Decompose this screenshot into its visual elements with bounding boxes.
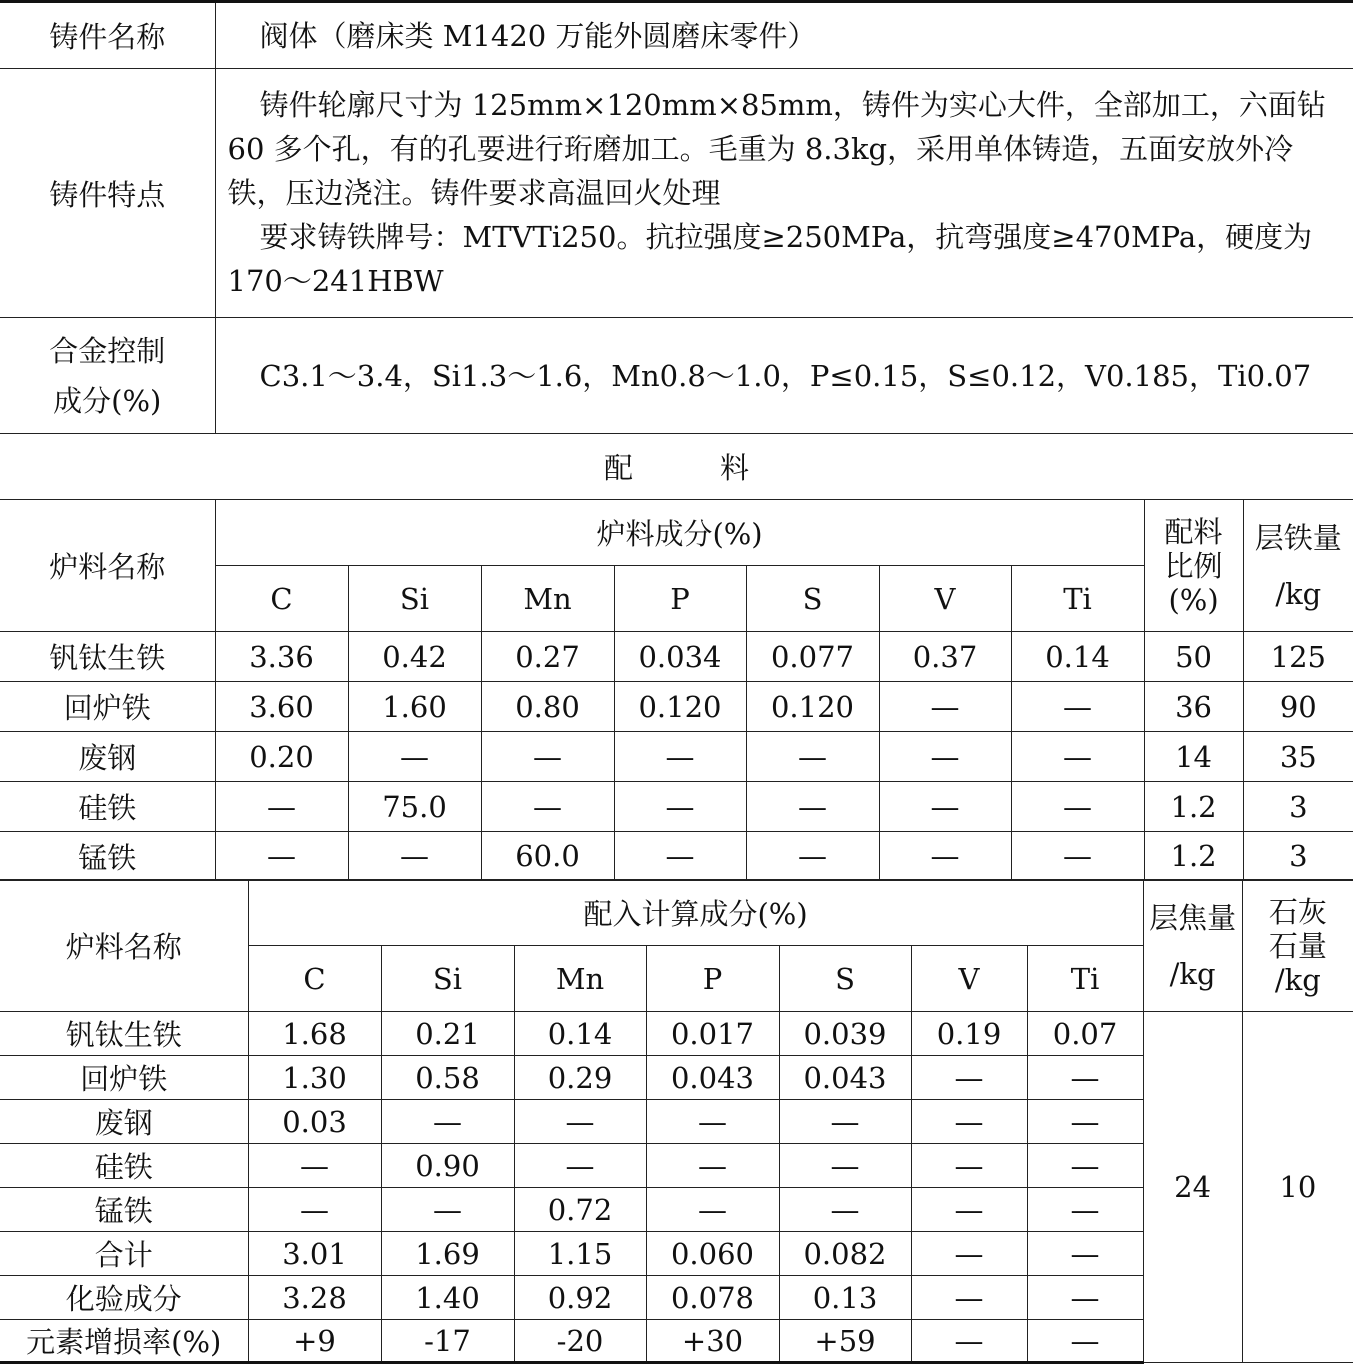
cell: — [646, 1144, 779, 1188]
cell: — [1027, 1232, 1143, 1276]
row-name: 废钢 [0, 732, 215, 782]
iron-header [1243, 500, 1353, 632]
table-row [0, 732, 1353, 782]
charge-composition-table [0, 499, 1353, 881]
lime-header-line-2: 石量 [1268, 928, 1327, 963]
table-header-row [0, 500, 1353, 566]
cell: +59 [779, 1320, 911, 1363]
cell: — [746, 732, 879, 782]
element-header-v: V [879, 566, 1011, 632]
iron-cell: 35 [1243, 732, 1353, 782]
cell: — [215, 832, 348, 881]
cell: 3.01 [248, 1232, 381, 1276]
row-name: 硅铁 [0, 1144, 248, 1188]
lime-header-line-1: 石灰 [1268, 894, 1327, 929]
cell: 0.14 [514, 1012, 646, 1056]
alloy-label-text [49, 326, 165, 426]
element-header-si: Si [348, 566, 481, 632]
table-header-row [0, 880, 1353, 946]
cell: — [646, 1100, 779, 1144]
cell: — [1011, 832, 1144, 881]
element-header-c: C [248, 946, 381, 1012]
cell: — [911, 1232, 1027, 1276]
coke-header [1143, 880, 1242, 1012]
iron-header-line-2: /kg [1275, 576, 1322, 611]
cell: — [1011, 682, 1144, 732]
table-row [0, 434, 1353, 500]
cell: — [1027, 1144, 1143, 1188]
cell: +30 [646, 1320, 779, 1363]
cell: 0.043 [779, 1056, 911, 1100]
cell: 0.078 [646, 1276, 779, 1320]
cell: 0.19 [911, 1012, 1027, 1056]
cell: — [779, 1100, 911, 1144]
iron-header-line-1: 层铁量 [1254, 520, 1342, 555]
table-row [0, 682, 1353, 732]
cell: — [879, 732, 1011, 782]
cell: — [514, 1144, 646, 1188]
row-name: 元素增损率(%) [0, 1320, 248, 1363]
coke-header-line-1: 层焦量 [1149, 900, 1237, 935]
cell: — [911, 1320, 1027, 1363]
cell: 0.13 [779, 1276, 911, 1320]
cell: 3.60 [215, 682, 348, 732]
iron-cell: 3 [1243, 782, 1353, 832]
element-header-p: P [614, 566, 746, 632]
element-header-mn: Mn [481, 566, 614, 632]
element-header-p: P [646, 946, 779, 1012]
element-header-s: S [779, 946, 911, 1012]
cell: 0.03 [248, 1100, 381, 1144]
cell: — [514, 1100, 646, 1144]
element-header-v: V [911, 946, 1027, 1012]
alloy-label [0, 318, 215, 434]
ratio-header-line-2: 比例 [1164, 548, 1223, 583]
cell: 75.0 [348, 782, 481, 832]
ratio-cell: 14 [1144, 732, 1243, 782]
cell: — [746, 832, 879, 881]
cell: — [1027, 1056, 1143, 1100]
cell: — [481, 782, 614, 832]
alloy-value-text: C3.1～3.4，Si1.3～1.6，Mn0.8～1.0，P≤0.15，S≤0.12，V0.185，Ti0.07 [259, 358, 1312, 393]
ratio-header-line-1: 配料 [1164, 514, 1223, 549]
cell: — [779, 1144, 911, 1188]
ratio-header-line-3: (%) [1168, 582, 1219, 617]
cell: — [248, 1188, 381, 1232]
cell: 0.72 [514, 1188, 646, 1232]
feat-paragraph-1: 铸件轮廓尺寸为 125mm×120mm×85mm，铸件为实心大件，全部加工，六面钻 60 多个孔，有的孔要进行珩磨加工。毛重为 8.3kg，采用单体铸造，五面安放外冷铁，压边浇注。铸件要求高温回火处理 [227, 88, 1326, 210]
row-name: 合计 [0, 1232, 248, 1276]
cell: 0.90 [381, 1144, 514, 1188]
cell: +9 [248, 1320, 381, 1363]
row-name: 钒钛生铁 [0, 632, 215, 682]
cell: — [1011, 782, 1144, 832]
cell: — [1027, 1188, 1143, 1232]
row-name: 回炉铁 [0, 1056, 248, 1100]
element-header-c: C [215, 566, 348, 632]
feat-label: 铸件特点 [0, 69, 215, 318]
coke-value: 24 [1143, 1012, 1242, 1363]
cell: 0.42 [348, 632, 481, 682]
iron-cell: 90 [1243, 682, 1353, 732]
cell: 0.58 [381, 1056, 514, 1100]
cell: 0.082 [779, 1232, 911, 1276]
cell: — [381, 1188, 514, 1232]
row-name: 锰铁 [0, 1188, 248, 1232]
calc-comp-header: 配入计算成分(%) [248, 880, 1143, 946]
cell: 0.039 [779, 1012, 911, 1056]
cell: — [614, 782, 746, 832]
cell: 0.034 [614, 632, 746, 682]
cell: 0.92 [514, 1276, 646, 1320]
lime-header-line-3: /kg [1274, 962, 1321, 997]
cell: 0.37 [879, 632, 1011, 682]
cell: — [911, 1188, 1027, 1232]
cell: — [1027, 1320, 1143, 1363]
element-header-s: S [746, 566, 879, 632]
feat-paragraph-2: 要求铸铁牌号：MTVTi250。抗拉强度≥250MPa，抗弯强度≥470MPa，硬度为 170～241HBW [227, 220, 1313, 298]
iron-cell: 3 [1243, 832, 1353, 881]
element-header-ti: Ti [1011, 566, 1144, 632]
row-name: 回炉铁 [0, 682, 215, 732]
cell: — [215, 782, 348, 832]
ratio-cell: 1.2 [1144, 832, 1243, 881]
cell: 0.07 [1027, 1012, 1143, 1056]
cell: — [1027, 1276, 1143, 1320]
cell: — [1011, 732, 1144, 782]
ratio-cell: 50 [1144, 632, 1243, 682]
cell: 1.69 [381, 1232, 514, 1276]
cell: 3.36 [215, 632, 348, 682]
cell: 0.060 [646, 1232, 779, 1276]
cell: — [1027, 1100, 1143, 1144]
ratio-header [1144, 500, 1243, 632]
table-row [0, 832, 1353, 881]
lime-value: 10 [1242, 1012, 1353, 1363]
alloy-label-line-1: 合金控制 [49, 333, 166, 368]
cell: — [348, 832, 481, 881]
table-row [0, 2, 1353, 69]
cell: — [614, 732, 746, 782]
cell: 0.043 [646, 1056, 779, 1100]
cell: 0.21 [381, 1012, 514, 1056]
casting-info-table [0, 0, 1353, 500]
name-label: 铸件名称 [0, 2, 215, 69]
cell: 1.68 [248, 1012, 381, 1056]
cell: — [381, 1100, 514, 1144]
cell: 0.27 [481, 632, 614, 682]
row-name: 废钢 [0, 1100, 248, 1144]
ratio-cell: 1.2 [1144, 782, 1243, 832]
row-name: 锰铁 [0, 832, 215, 881]
table-row [0, 632, 1353, 682]
row-name: 钒钛生铁 [0, 1012, 248, 1056]
element-header-si: Si [381, 946, 514, 1012]
cell: — [879, 832, 1011, 881]
cell: 0.29 [514, 1056, 646, 1100]
cell: 60.0 [481, 832, 614, 881]
cell: — [911, 1144, 1027, 1188]
cell: — [911, 1056, 1027, 1100]
cell: -17 [381, 1320, 514, 1363]
calculated-composition-table [0, 879, 1353, 1364]
table-row [0, 1012, 1353, 1056]
feat-value [215, 69, 1353, 318]
cell: 0.120 [614, 682, 746, 732]
table-row [0, 318, 1353, 434]
cell: — [646, 1188, 779, 1232]
cell: 0.017 [646, 1012, 779, 1056]
cell: 1.40 [381, 1276, 514, 1320]
element-header-mn: Mn [514, 946, 646, 1012]
cell: 1.15 [514, 1232, 646, 1276]
coke-header-line-2: /kg [1169, 956, 1216, 991]
cell: — [481, 732, 614, 782]
cell: — [779, 1188, 911, 1232]
cell: 1.30 [248, 1056, 381, 1100]
row-name: 硅铁 [0, 782, 215, 832]
cell: 1.60 [348, 682, 481, 732]
calc-name-header: 炉料名称 [0, 880, 248, 1012]
alloy-value [215, 318, 1353, 434]
lime-header [1242, 880, 1353, 1012]
alloy-label-line-2: 成分(%) [53, 383, 162, 418]
batching-title: 配 料 [0, 434, 1353, 500]
ratio-cell: 36 [1144, 682, 1243, 732]
iron-cell: 125 [1243, 632, 1353, 682]
charge-name-header: 炉料名称 [0, 500, 215, 632]
cell: — [911, 1276, 1027, 1320]
cell: — [248, 1144, 381, 1188]
name-value: 阀体（磨床类 M1420 万能外圆磨床零件） [215, 2, 1353, 69]
cell: 0.20 [215, 732, 348, 782]
cell: — [911, 1100, 1027, 1144]
table-row [0, 69, 1353, 318]
element-header-ti: Ti [1027, 946, 1143, 1012]
cell: 0.80 [481, 682, 614, 732]
cell: — [746, 782, 879, 832]
cell: — [879, 782, 1011, 832]
cell: 0.077 [746, 632, 879, 682]
charge-comp-header: 炉料成分(%) [215, 500, 1144, 566]
cell: — [879, 682, 1011, 732]
cell: -20 [514, 1320, 646, 1363]
row-name: 化验成分 [0, 1276, 248, 1320]
cell: 0.14 [1011, 632, 1144, 682]
table-row [0, 782, 1353, 832]
cell: 0.120 [746, 682, 879, 732]
cell: — [614, 832, 746, 881]
cell: 3.28 [248, 1276, 381, 1320]
cell: — [348, 732, 481, 782]
